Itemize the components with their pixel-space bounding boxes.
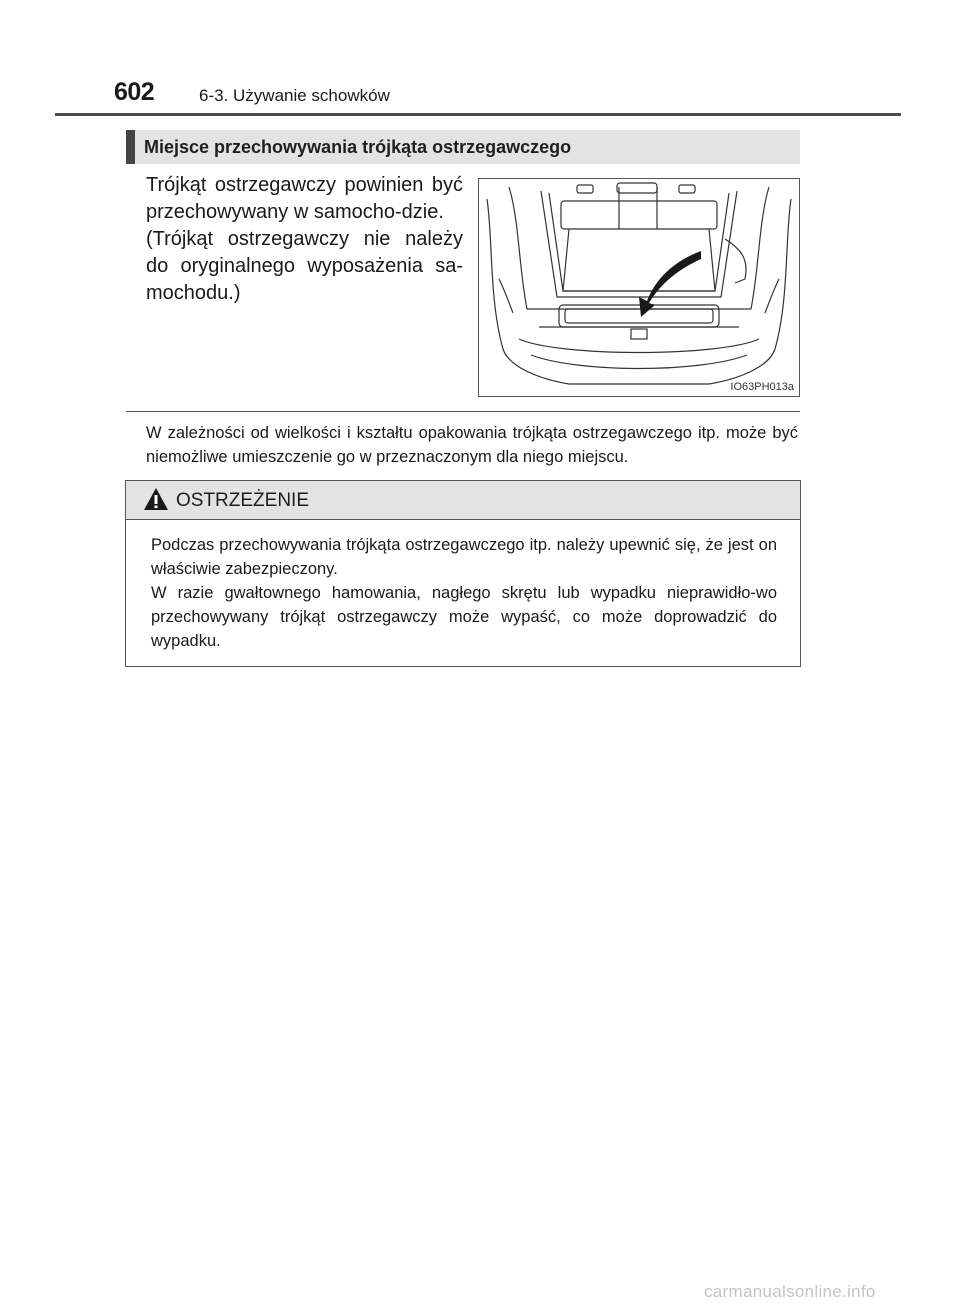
car-trunk-illustration	[478, 178, 800, 397]
header-rule	[55, 113, 901, 116]
warning-title: OSTRZEŻENIE	[176, 490, 310, 511]
warning-header	[126, 481, 800, 520]
intro-paragraph-1: Trójkąt ostrzegawczy powinien być przechowywany w samocho-dzie.	[146, 174, 463, 223]
warning-box	[125, 480, 801, 667]
figure-code: IO63PH013a	[730, 381, 794, 393]
warning-body	[151, 533, 777, 653]
warning-paragraph-2: W razie gwałtownego hamowania, nagłego skrętu lub wypadku nieprawidło-wo przechowywany trójkąt ostrzegawczy może wypaść, co może doprowadzić do wypadku.	[151, 584, 777, 650]
intro-text	[146, 172, 463, 307]
section-accent	[126, 130, 135, 164]
section-divider	[126, 411, 800, 412]
warning-paragraph-1: Podczas przechowywania trójkąta ostrzegawczego itp. należy upewnić się, że jest on właściwie zabezpieczony.	[151, 536, 777, 578]
note-text: W zależności od wielkości i kształtu opakowania trójkąta ostrzegawczego itp. może być niemożliwe umieszczenie go w przeznaczonym dla niego miejscu.	[146, 424, 798, 466]
section-heading-bar	[126, 130, 800, 164]
location-arrow	[639, 251, 701, 317]
watermark: carmanualsonline.info	[704, 1282, 876, 1301]
section-title: Miejsce przechowywania trójkąta ostrzegawczego	[144, 137, 572, 157]
chapter-title: 6-3. Używanie schowków	[199, 86, 390, 105]
warning-triangle-icon	[143, 487, 169, 511]
car-trunk-drawing	[479, 179, 799, 396]
intro-paragraph-2: (Trójkąt ostrzegawczy nie należy do oryginalnego wyposażenia sa-mochodu.)	[146, 228, 463, 304]
page-number: 602	[114, 78, 155, 106]
